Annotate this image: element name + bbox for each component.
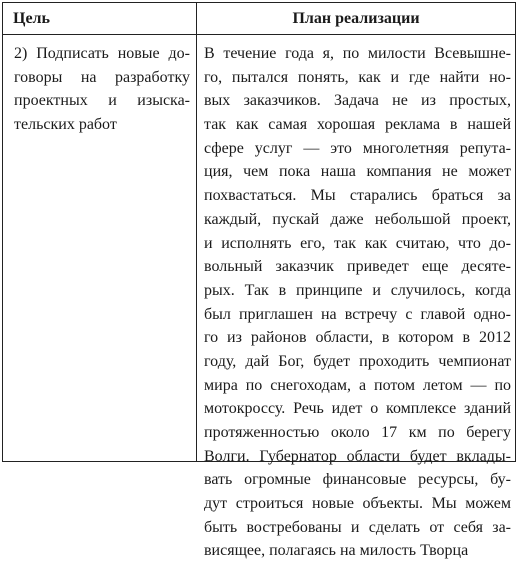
plan-line: был приглашен на встречу с главой одно- (204, 305, 511, 323)
plan-line: го, пытался понять, как и где найти но- (204, 68, 511, 86)
plan-line: мотокроссу. Речь идет о комплексе зданий (204, 400, 511, 418)
goal-line: говоры на разработку (14, 68, 190, 86)
plan-line: и исполнять его, так как считаю, что до- (204, 234, 511, 252)
goal-line: проектных и изыска- (14, 92, 190, 110)
goal-line: 2) Подписать новые до- (14, 45, 190, 62)
plan-line: го из районов области, в котором в 2012 (204, 329, 511, 347)
plan-line: сфере услуг — это многолетняя репута- (204, 139, 511, 157)
plan-line: похвастаться. Мы старались браться за (204, 187, 511, 205)
column-divider (196, 3, 197, 461)
plan-line: каждый, пускай даже небольшой проект, (204, 210, 511, 228)
plan-line: ция, чем пока наша компания не может (204, 163, 511, 181)
goal-cell (14, 42, 190, 137)
header-goal: Цель (13, 10, 50, 27)
plan-line: вольный заказчик приведет еще десяте- (204, 258, 511, 276)
plan-line: протяженностью около 17 км по берегу (204, 424, 511, 441)
plan-line: быть востребованы и сделать от себя за- (204, 518, 511, 536)
plan-line: дут строиться новые объекты. Мы можем (204, 495, 511, 513)
header-plan: План реализации (292, 10, 420, 27)
plan-line: вых заказчиков. Задача не из простых, (204, 92, 511, 110)
plan-line: В течение года я, по милости Всевышне- (204, 45, 511, 62)
plan-line: году, дай Бог, будет проходить чемпионат (204, 352, 511, 370)
plan-line: так как самая хорошая реклама в нашей (204, 116, 511, 134)
plan-line: рых. Так в принципе и случилось, когда (204, 281, 511, 299)
plan-line: висящее, полагаясь на милость Творца (204, 542, 469, 560)
plan-line: вать огромные финансовые ресурсы, бу- (204, 471, 511, 489)
goals-table (2, 2, 516, 560)
plan-line: Волги. Губернатор области будет вклады- (204, 447, 511, 465)
plan-cell (204, 42, 511, 563)
header-divider (3, 34, 515, 35)
goal-line: тельских работ (14, 116, 117, 134)
plan-line: мира по снегоходам, а потом летом — по (204, 376, 511, 394)
